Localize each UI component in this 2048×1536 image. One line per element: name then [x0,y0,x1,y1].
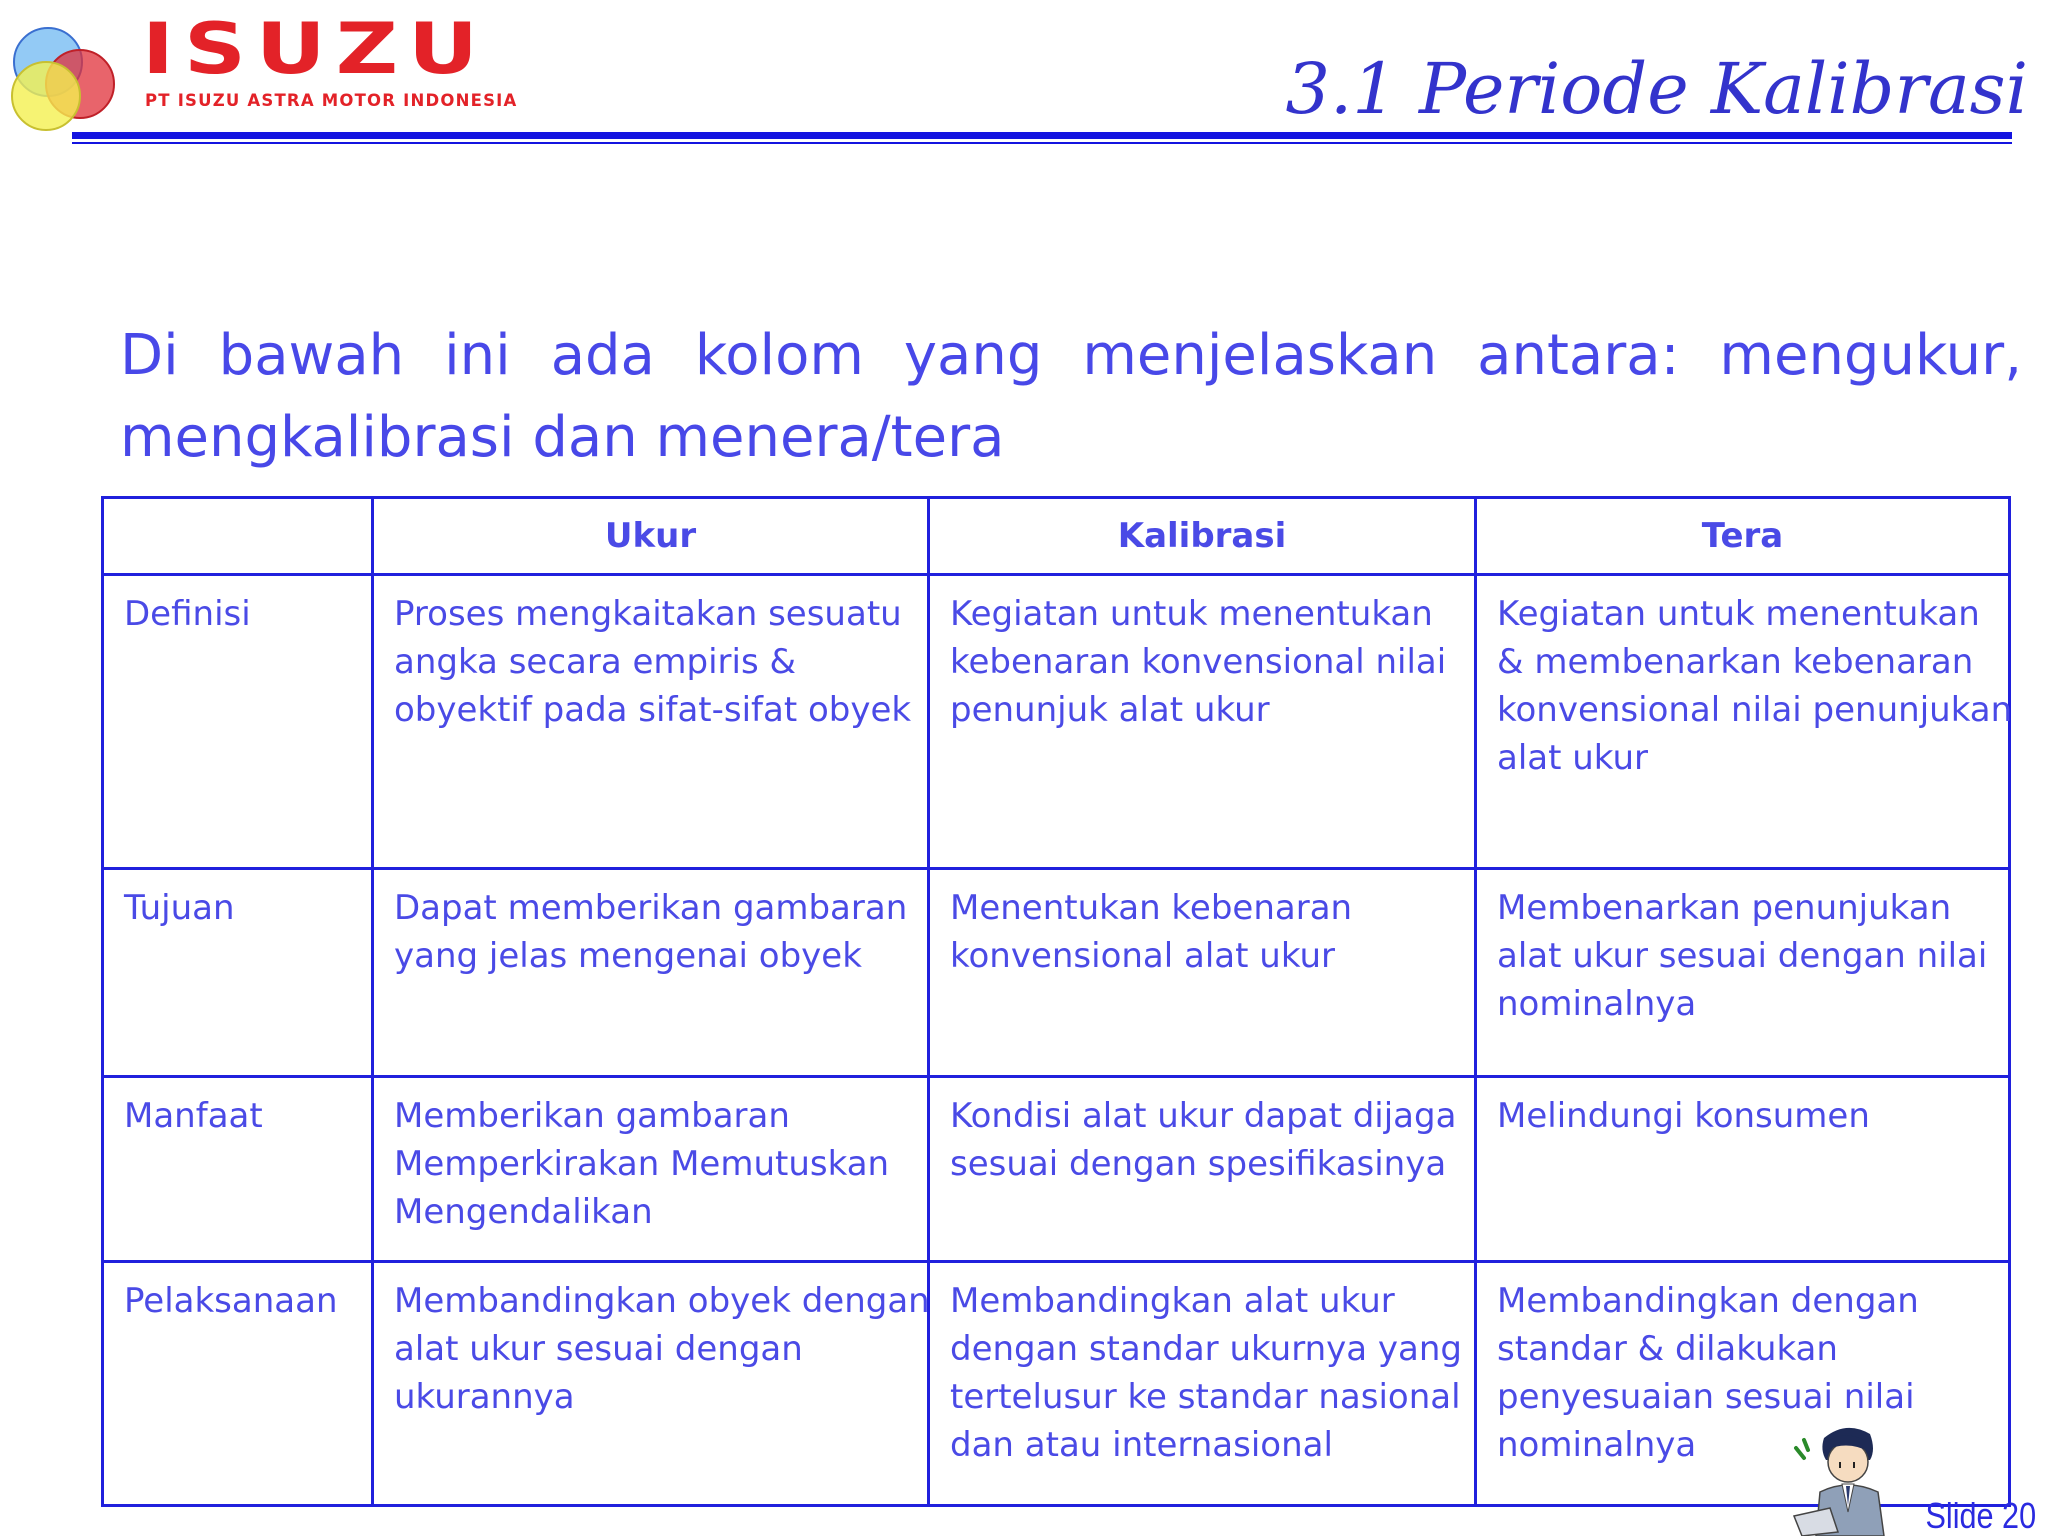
table-row [103,1262,2010,1506]
cell-line: yang jelas mengenai obyek [394,936,862,976]
cell-manfaat-tera [1476,1077,2010,1262]
cell-line: kebenaran konvensional nilai [950,642,1447,682]
cell-line: Mengendalikan [394,1192,653,1232]
row-label-pelaksanaan: Pelaksanaan [103,1262,373,1506]
cell-line: Dapat memberikan gambaran [394,888,908,928]
cell-line: Kondisi alat ukur dapat dijaga [950,1096,1457,1136]
cell-tujuan-tera [1476,869,2010,1077]
cell-line: angka secara empiris & [394,642,797,682]
table-row [103,869,2010,1077]
column-header-empty [103,498,373,575]
table-row [103,1077,2010,1262]
cell-line: alat ukur sesuai dengan nilai [1497,936,1988,976]
cell-line: konvensional alat ukur [950,936,1335,976]
cell-line: Melindungi konsumen [1497,1096,1870,1136]
cell-line: standar & dilakukan [1497,1329,1838,1369]
cell-line: tertelusur ke standar nasional [950,1377,1461,1417]
cell-pelaksanaan-tera [1476,1262,2010,1506]
cell-definisi-ukur [373,575,929,869]
cell-line: Kegiatan untuk menentukan [1497,594,1980,634]
column-header-tera: Tera [1476,498,2010,575]
cell-pelaksanaan-ukur [373,1262,929,1506]
cell-line: konvensional nilai penunjukan [1497,690,2013,730]
table-header-row [103,498,2010,575]
cell-line: ukurannya [394,1377,575,1417]
table-row [103,575,2010,869]
office-man-clipart-icon [1790,1420,1900,1536]
cell-line: nominalnya [1497,984,1697,1024]
logo-wordmark: ISUZU [142,8,488,91]
cell-line: Membandingkan dengan [1497,1281,1919,1321]
cell-definisi-tera [1476,575,2013,869]
column-header-kalibrasi: Kalibrasi [929,498,1476,575]
cell-line: sesuai dengan spesifikasinya [950,1144,1447,1184]
slide-number: Slide 20 [1925,1495,2036,1536]
row-label-manfaat: Manfaat [103,1077,373,1262]
cell-line: nominalnya [1497,1425,1697,1465]
cell-pelaksanaan-kalibrasi [929,1262,1476,1506]
row-label-tujuan: Tujuan [103,869,373,1077]
cell-line: Proses mengkaitakan sesuatu [394,594,902,634]
cell-line: dan atau internasional [950,1425,1333,1465]
row-label-definisi: Definisi [103,575,373,869]
cell-line: alat ukur [1497,738,1648,778]
slide-title: 3.1 Periode Kalibrasi [1285,48,2028,130]
cell-line: penyesuaian sesuai nilai [1497,1377,1915,1417]
cell-line: Memperkirakan Memutuskan [394,1144,890,1184]
header-rule-thin [72,142,2012,144]
cell-line: Membandingkan obyek dengan [394,1281,930,1321]
cell-tujuan-ukur [373,869,929,1077]
cell-tujuan-kalibrasi [929,869,1476,1077]
cell-line: alat ukur sesuai dengan [394,1329,803,1369]
cell-line: Kegiatan untuk menentukan [950,594,1433,634]
intro-paragraph: Di bawah ini ada kolom yang menjelaskan antara: mengukur, mengkalibrasi dan menera/tera [120,323,2022,470]
comparison-table [101,496,2011,1507]
cell-line: & membenarkan kebenaran [1497,642,1974,682]
header-rule-thick [72,132,2012,139]
cell-line: Memberikan gambaran [394,1096,790,1136]
logo-subtitle: PT ISUZU ASTRA MOTOR INDONESIA [145,91,518,110]
cell-definisi-kalibrasi [929,575,1476,869]
cell-line: penunjuk alat ukur [950,690,1270,730]
cell-line: Membandingkan alat ukur [950,1281,1395,1321]
cell-line: Membenarkan penunjukan [1497,888,1952,928]
logo-circles-icon [8,16,138,136]
cell-manfaat-kalibrasi [929,1077,1476,1262]
cell-manfaat-ukur [373,1077,929,1262]
cell-line: Menentukan kebenaran [950,888,1353,928]
cell-line: obyektif pada sifat-sifat obyek [394,690,912,730]
cell-line: dengan standar ukurnya yang [950,1329,1462,1369]
column-header-ukur: Ukur [373,498,929,575]
